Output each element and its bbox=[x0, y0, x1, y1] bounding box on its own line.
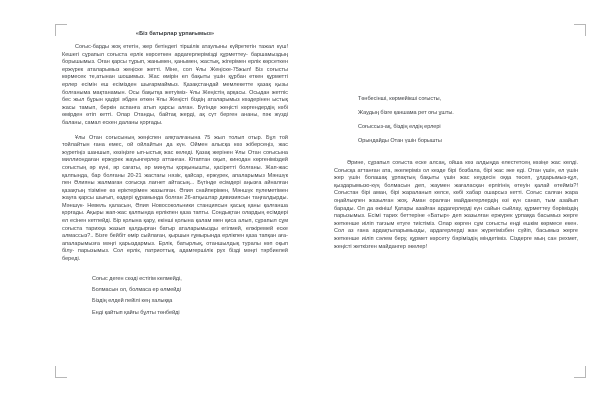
paragraph: Ұлы Отан соғысының жеңіспен аяқталғанына 75 жыл толып отыр. Бұл той тойлайтын ғана емес, ой ойлайтын да күн. Оймен алысқа көз жіберсеңіз, жас жүретіңіз шаншып, көзіңізге ып-ыстық жас келеді. Қазақ жерінен Ұлы Отан соғысына миллиондаған ержүрек жауынгерлер аттанған. Кітаптан оқып, кинодан көргеніміздей соғыстың әр күні, әр сағаты, әр минуты қорқынышты, қасіретті болғаны. Жап-жас қалпында, бар болғаны 20-21 жастағы нәзік, қайсар, ержүрек, апаларымыз Мәншүк пен Әлияны жалмаған соғысқа лағнет айтасың... Бүгінде есімдері аңызға айналған қазақтың тізіміне өз еріктерімен жазылған. Әлия снайперімен, Мәншүк пулеметімен жауға қарсы шығып, өздері құрамында болған 26-атқыштар дивизиясын таңғалдырды. Мәншүк- Невель қаласын, Әлия Новосокольники станциясын қасық қаны қалғанша қорғады. Ақыры жап-жас қалпында ерлікпен қаза тапты. Сондықтан олардың есімдері ел есінен кетпейді. Бір қолына қару, екінші қолына қалам мен қиса алып, сұрапыл сұм соғыста тарихқа жазып қалдырған батыр аталарымызды егілмей, елжіремей еске алмассыз?.. Бізге бейбіт өмір сыйлаған, қыршын ғұмырында ерлікпен қаза тапқан аға-апаларымызға мәңгі қарыздармыз. Ерлік, батырлық, отаншылдық туралы көп оқып білу- парызымыз. Сол ерлік, патриоттық, адамгершілік рух бізді мәңгі тәрбиелей береді. bbox=[62, 134, 288, 263]
paragraph: Әрине, сұрапыл соғыста еске алсаң, ойша көз алдыңда елестетсең көзіңе жас келді. Соғысқа аттанған ата, әкелеріміз ол кезде бірі бозбала, бірі жас әке еді. Отан үшін, ел үшін жер үшін болашақ ұрпақтың бақыты үшін жас кеудесін оққа төсеп, ұлдарымыз-құл, қыздарымызо-күң болмасын деп, жаумен жағаласқан ерлігінің өтеуін қалай өтейміз?! Соғыстан бірі аман, бірі жараланып келсе, көбі хабар ошарсыз кетті. Соғыс салған жара оңайлықпен жазылған жоқ. Аман оралған майдангерлердің өзі күн санап, тым азайып барады. Ол да өкініш! Қатары азайған ардагерлерді күн сайын сыйлау, құрметтеу бәріміздің парызымыз. Есімі тарих беттеріне «Батыр» деп жазылған ержүрек ұрпаққа басымыз жерге жеткенше иіліп тағзым етуге тиістіміз. Олар көрген сұм соғысты енді ешкім көрмесе екен. Сол аз ғана ардақтыларымызды, ардагерлерді жан жүрегімізбен сүйіп, басымыз жерге жеткенше иіліп сәлем беру, құрмет көрсету бәріміздің міндетіміз. Сіздерге мың сан рехмет, жеңісті жеткізген майдангер әкелер! bbox=[334, 160, 578, 250]
verse-line: Орындайды Отан үшін борышты bbox=[358, 138, 442, 144]
verse-line: Енді қайтып қайғы бұлты төнбейді bbox=[92, 309, 180, 316]
column-gutter bbox=[294, 30, 334, 380]
paragraph: Соғыс-барды жоқ ететін, жер бетіндегі тіршілік атаулыны күйрететін тажал күш! Кешегі сұрапыл соғыста ерлік көрсеткен ардагерлерімізді құрметтеу- баршамыздың борышымыз. Оған қарсы тұрып, жанымен, қанымен, жастық, жігерімен ерлік көрсеткен ержүрек аталарымыз жеңіске жетті. Міне, сол Ұлы Жеңіске-75жыл! Біз соғысты көрмесек те,атынан шошимыз. Жас өмірін ел бақыты үшін құрбан еткен құрметті ерлер есімін еш есімізден шығармаймыз. Қазақстандай мемлекетте қазақ қызы болғаныма мақтанамын. Осы бақытқа жетуіміз- Ұлы Жеңістің арқасы. Осыдан жетпіс бес жыл бұрын қадірі әбден өткен Ұлы Жеңісті біздің аталарымыз көздерінен ыстық жасы тамып, беркін аспанға атып қарсы алған. Бүгінде жеңісті көргендердің көбі өмірден өтіп кетті. Олар Отанды, байтақ жерді, ақ сүт берген ананы, пәк жүзді баланы, самал ескен даланы қорғады. bbox=[62, 44, 288, 126]
verse-line: Соғыс деген сөзді естігім келмейді, bbox=[92, 275, 182, 282]
left-column bbox=[62, 30, 294, 380]
verse-line: Жаудың бізге қаншама рет оғы ұшты. bbox=[358, 110, 454, 116]
verse-block-right bbox=[334, 92, 578, 148]
right-column bbox=[334, 30, 578, 380]
page-title: «Біз батырлар ұрпағымыз» bbox=[135, 31, 215, 37]
verse-line: Төнбесінші, көрмейікші соғысты, bbox=[358, 96, 442, 102]
verse-line: Болмасын ол, болмаса ер өлмейді bbox=[92, 287, 181, 294]
verse-line: Біздің елдей пейілі кең халыққа bbox=[92, 298, 173, 305]
verse-line: Соғыссыз-ақ, біздің елдің ерлері bbox=[358, 124, 441, 130]
verse-block-left bbox=[62, 274, 288, 320]
right-column-top-spacer bbox=[334, 30, 578, 92]
